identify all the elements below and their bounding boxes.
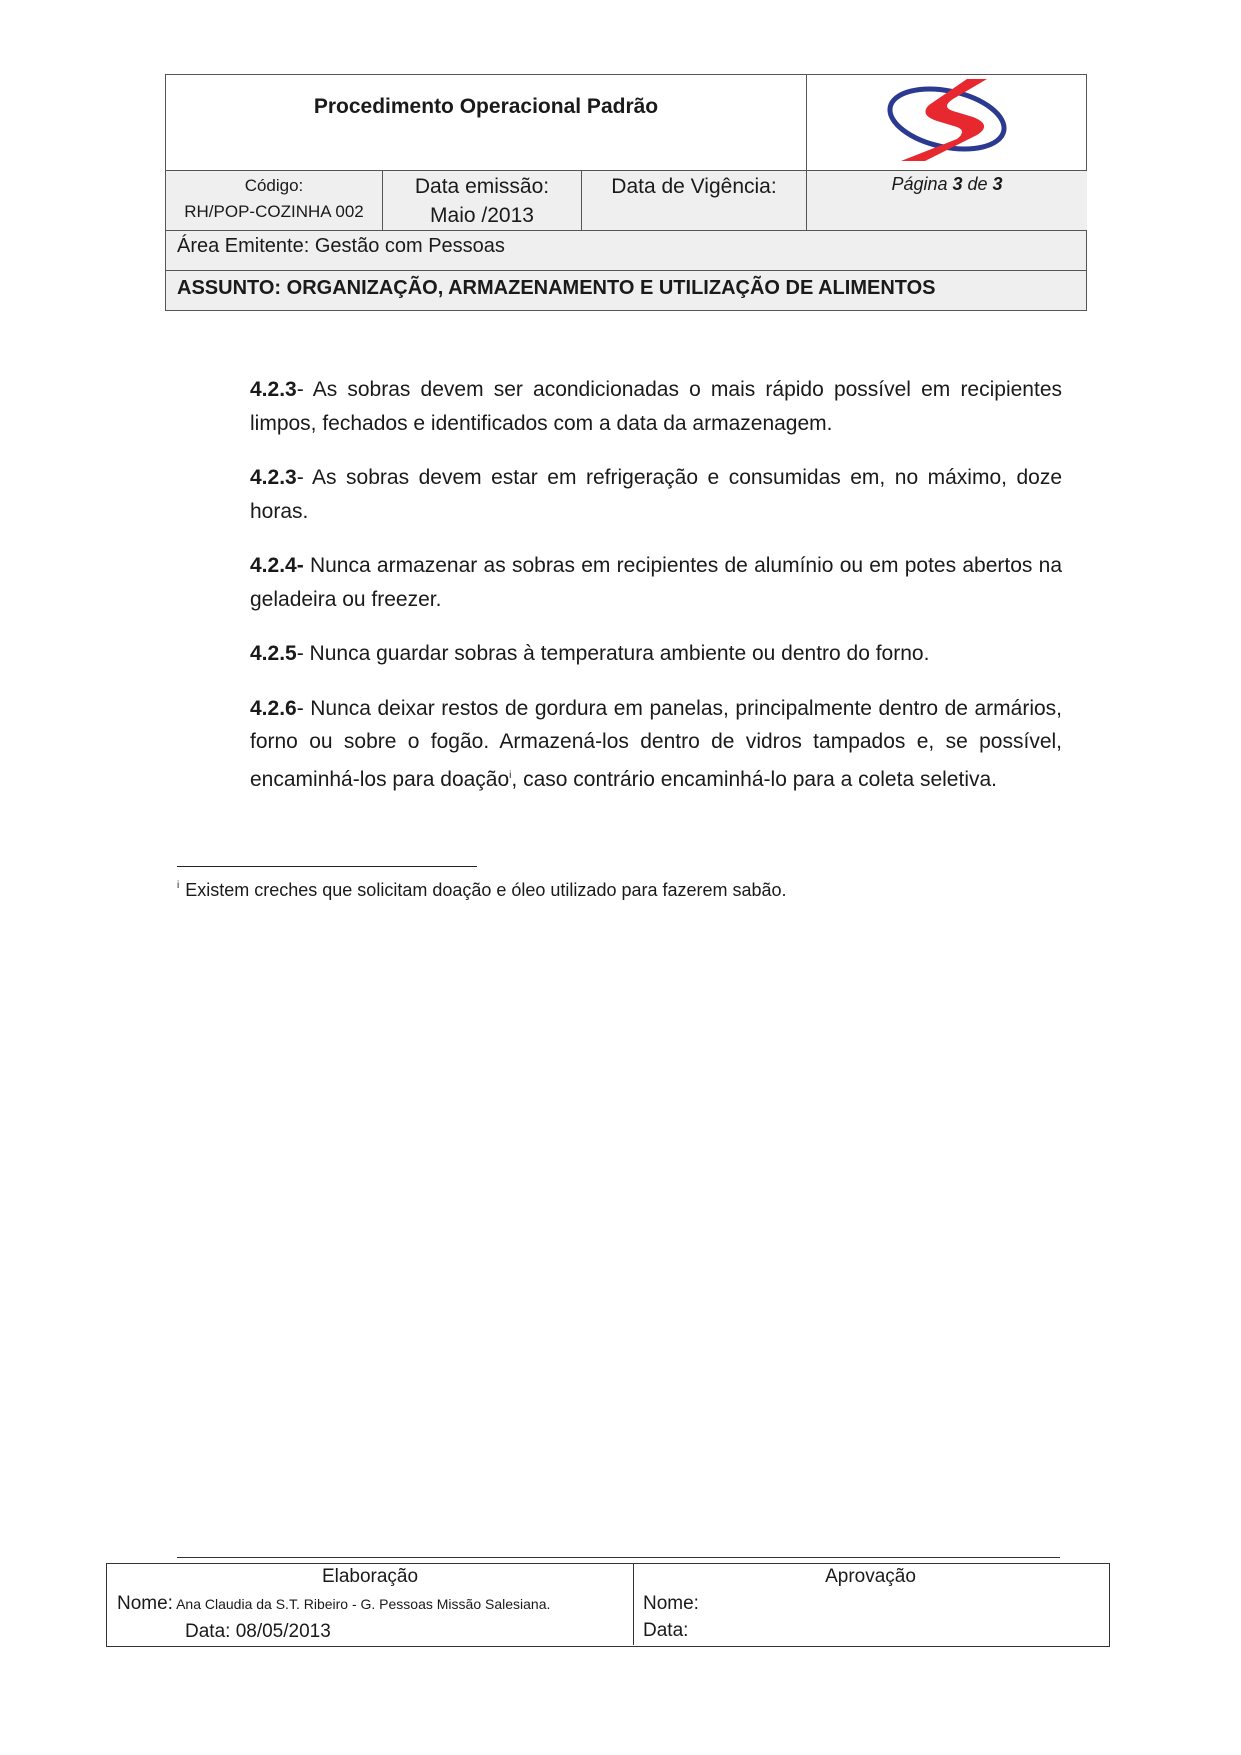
paragraph [250, 637, 1062, 671]
paragraph-text: - Nunca deixar restos de gordura em panelas, principalmente dentro de armários, forno ou sobre o fogão. Armazená-los dentro de vidros tampados e, se possível, encaminhá-los para doação [250, 696, 1062, 791]
codigo-cell [166, 170, 383, 230]
footnote [177, 880, 787, 901]
paragraph-number: 4.2.6 [250, 696, 297, 720]
paragraph-number: 4.2.5 [250, 642, 297, 665]
pagina-total: 3 [992, 174, 1003, 194]
footnote-text: Existem creches que solicitam doação e óleo utilizado para fazerem sabão. [185, 880, 787, 900]
pagina-current: 3 [952, 174, 963, 194]
paragraph-text: - Nunca guardar sobras à temperatura ambiente ou dentro do forno. [296, 642, 930, 665]
elaboracao-title: Elaboração [321, 1566, 419, 1587]
vigencia-label: Data de Vigência: [611, 175, 777, 198]
logo-cell [807, 75, 1087, 170]
nome-label: Nome: [117, 1593, 173, 1614]
paragraph-text: Nunca armazenar as sobras em recipientes de alumínio ou em potes abertos na geladeira ou freezer. [250, 554, 1062, 611]
document-header-table [165, 74, 1087, 311]
title-cell [166, 75, 807, 170]
codigo-value: RH/POP-COZINHA 002 [184, 202, 364, 221]
nome-value: Ana Claudia da S.T. Ribeiro - G. Pessoas Missão Salesiana. [172, 1596, 551, 1612]
footnote-marker: i [177, 880, 180, 891]
paragraph-number: 4.2.3 [250, 466, 297, 489]
paragraph-text: , caso contrário encaminhá-lo para a coleta seletiva. [511, 767, 998, 791]
vigencia-cell [582, 170, 807, 230]
footnote-separator [177, 866, 477, 867]
footer-separator [177, 1557, 1060, 1558]
paragraph-text: - As sobras devem estar em refrigeração e consumidas em, no máximo, doze horas. [250, 466, 1062, 523]
elaboracao-data: Data: 08/05/2013 [185, 1621, 331, 1642]
document-title: Procedimento Operacional Padrão [313, 95, 659, 118]
footnote-reference[interactable]: i [509, 769, 512, 781]
paragraph [250, 461, 1062, 528]
emissao-cell [383, 170, 582, 230]
paragraph [250, 549, 1062, 616]
paragraph-number: 4.2.3 [250, 378, 297, 401]
aprovacao-nome: Nome: [643, 1593, 699, 1614]
codigo-label: Código: [244, 176, 304, 195]
pagina-prefix: Página [891, 174, 953, 194]
document-body [250, 373, 1062, 817]
salesian-s-logo-icon [807, 75, 1087, 170]
emissao-value: Maio /2013 [430, 204, 534, 227]
paragraph [250, 692, 1062, 797]
paragraph-text: - As sobras devem ser acondicionadas o mais rápido possível em recipientes limpos, fechados e identificados com a data da armazenagem. [250, 378, 1062, 435]
emissao-label: Data emissão: [414, 175, 550, 198]
elaboracao-cell [107, 1564, 634, 1645]
paragraph [250, 373, 1062, 440]
elaboracao-nome [107, 1590, 633, 1618]
aprovacao-cell [633, 1564, 1108, 1645]
aprovacao-data: Data: [643, 1620, 689, 1641]
footer-table [106, 1563, 1110, 1647]
pagina-cell [807, 170, 1087, 230]
paragraph-number: 4.2.4- [250, 554, 304, 577]
assunto: ASSUNTO: ORGANIZAÇÃO, ARMAZENAMENTO E UTILIZAÇÃO DE ALIMENTOS [166, 270, 1086, 310]
area-emitente: Área Emitente: Gestão com Pessoas [166, 230, 1086, 270]
aprovacao-title: Aprovação [825, 1566, 916, 1587]
pagina-mid: de [962, 174, 993, 194]
